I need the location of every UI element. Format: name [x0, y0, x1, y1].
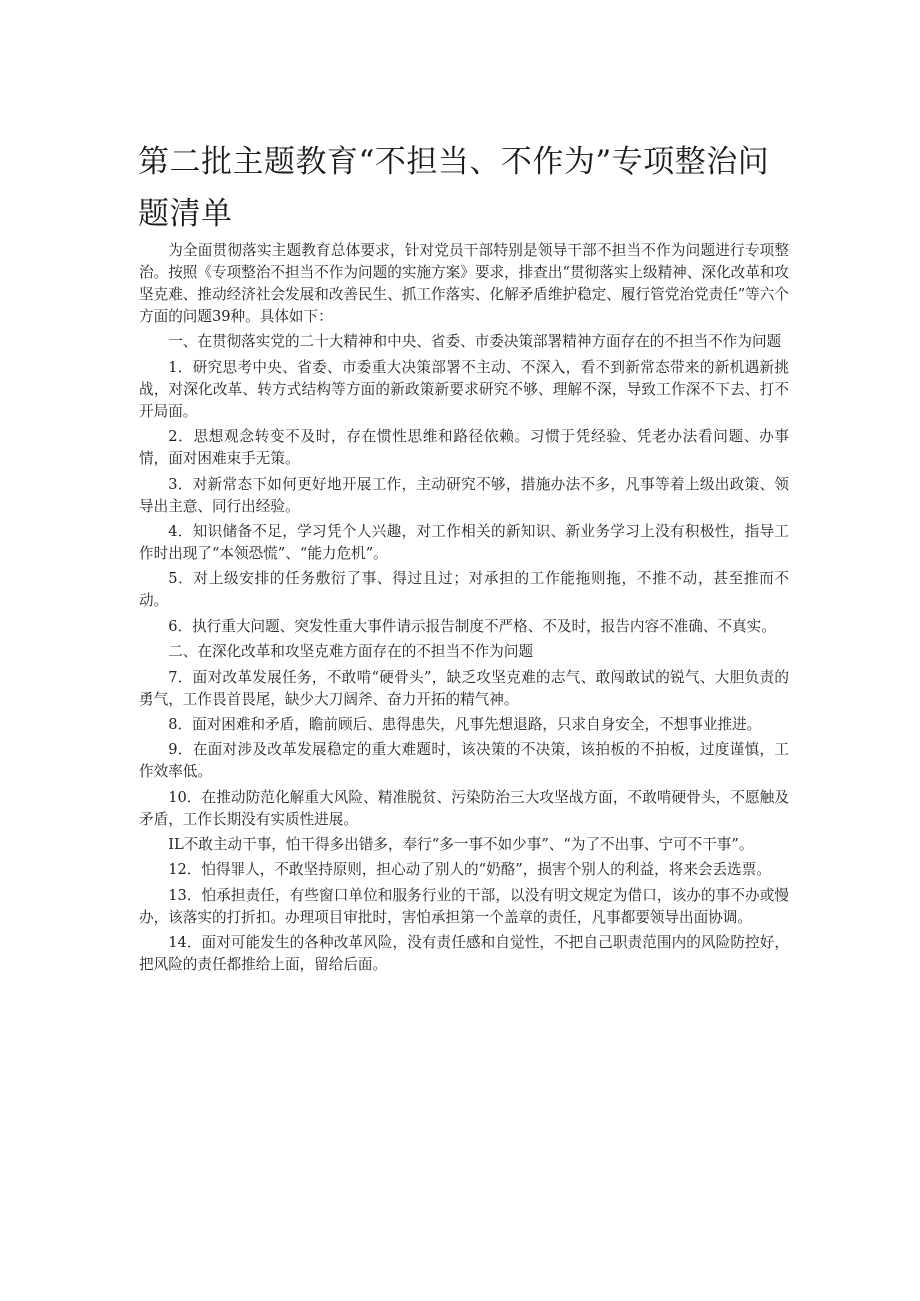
- intro-paragraph: 为全面贯彻落实主题教育总体要求，针对党员干部特别是领导干部不担当不作为问题进行专项整治。按照《专项整治不担当不作为问题的实施方案》要求，排查出“贯彻落实上级精神、深化改革和攻坚克难、推动经济社会发展和改善民生、抓工作落实、化解矛盾维护稳定、履行管党治党责任”等六个方面的问题39种。具体如下：: [139, 242, 789, 325]
- list-item: 14．面对可能发生的各种改革风险，没有责任感和自觉性，不把自己职责范围内的风险防控好，把风险的责任都推给上面，留给后面。: [139, 934, 789, 974]
- list-item: 2．思想观念转变不及时，存在惯性思维和路径依赖。习惯于凭经验、凭老办法看问题、办事情，面对困难束手无策。: [139, 428, 789, 468]
- document-body: [139, 240, 789, 980]
- list-item: 8．面对困难和矛盾，瞻前顾后、患得患失，凡事先想退路，只求自身安全，不想事业推进。: [168, 715, 762, 733]
- list-item: IL不敢主动干事，怕干得多出错多，奉行“多一事不如少事”、“为了不出事、宁可不干事”。: [168, 836, 754, 854]
- list-item: 6．执行重大问题、突发性重大事件请示报告制度不严格、不及时，报告内容不准确、不真实。: [168, 617, 776, 635]
- list-item: 10．在推动防范化解重大风险、精准脱贫、污染防治三大攻坚战方面，不敢啃硬骨头，不愿触及矛盾，工作长期没有实质性进展。: [139, 788, 789, 828]
- list-item: 4．知识储备不足，学习凭个人兴趣，对工作相关的新知识、新业务学习上没有积极性，指导工作时出现了“本领恐慌”、“能力危机”。: [139, 522, 789, 562]
- list-item: 3．对新常态下如何更好地开展工作，主动研究不够，措施办法不多，凡事等着上级出政策、领导出主意、同行出经验。: [139, 475, 789, 515]
- list-item: 1．研究思考中央、省委、市委重大决策部署不主动、不深入，看不到新常态带来的新机遇新挑战，对深化改革、转方式结构等方面的新政策新要求研究不够、理解不深，导致工作深不下去、打不开局面。: [139, 358, 789, 420]
- list-item: 5．对上级安排的任务敷衍了事、得过且过；对承担的工作能拖则拖，不推不动，甚至推而不动。: [139, 570, 789, 610]
- list-item: 7．面对改革发展任务，不敢啃“硬骨头”，缺乏攻坚克难的志气、敢闯敢试的锐气、大胆负责的勇气，工作畏首畏尾，缺少大刀阔斧、奋力开拓的精气神。: [139, 668, 789, 708]
- list-item: 13．怕承担责任，有些窗口单位和服务行业的干部，以没有明文规定为借口，该办的事不办或慢办，该落实的打折扣。办理项目审批时，害怕承担第一个盖章的责任，凡事都要领导出面协调。: [139, 886, 789, 926]
- document-title: 第二批主题教育“不担当、不作为”专项整治问题清单: [138, 144, 770, 232]
- list-item: 9．在面对涉及改革发展稳定的重大难题时，该决策的不决策，该拍板的不拍板，过度谨慎，工作效率低。: [139, 741, 789, 781]
- section-heading: 一、在贯彻落实党的二十大精神和中央、省委、市委决策部署精神方面存在的不担当不作为问题: [168, 333, 782, 351]
- section-heading: 二、在深化改革和攻坚克难方面存在的不担当不作为问题: [168, 643, 534, 661]
- list-item: 12．怕得罪人，不敢坚持原则，担心动了别人的“奶酪”，损害个别人的利益，将来会丢选票。: [168, 861, 771, 879]
